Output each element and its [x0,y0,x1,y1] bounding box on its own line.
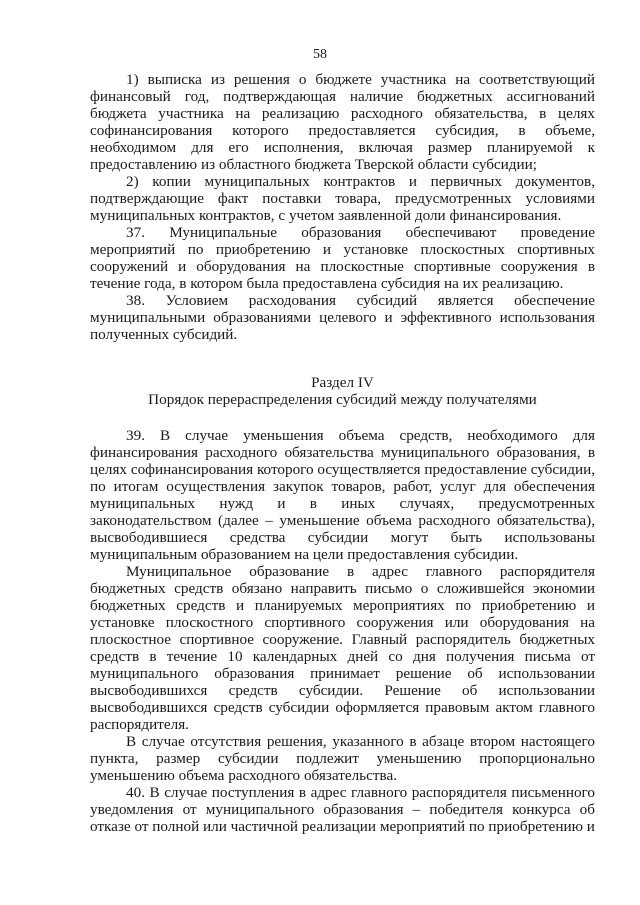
paragraph-38: 38. Условием расходования субсидий является обеспечение муниципальными образованиями целевого и эффективного использования полученных субсидий. [90,292,595,343]
paragraph-40: 40. В случае поступления в адрес главного распорядителя письменного уведомления от муниципального образования – победителя конкурса об отказе от полной или частичной реализации мероприятий по приобретению и [90,784,595,835]
page-number: 58 [313,47,327,62]
section-title: Порядок перераспределения субсидий между получателями [148,391,537,408]
paragraph-2-contract-copies: 2) копии муниципальных контрактов и первичных документов, подтверждающие факт поставки товара, предусмотренных условиями муниципальных контрактов, с учетом заявленной доли финансирования. [90,173,595,224]
paragraph-1-extract: 1) выписка из решения о бюджете участника на соответствующий финансовый год, подтверждающая наличие бюджетных ассигнований бюджета участника на реализацию расходного обязательства, в целях софинансирования которого предоставляется субсидия, в объеме, необходимом для его исполнения, включая размер планируемой к предоставлению из областного бюджета Тверской области субсидии; [90,71,595,173]
paragraph-37: 37. Муниципальные образования обеспечивают проведение мероприятий по приобретению и установке плоскостных спортивных сооружений и оборудования на плоскостные спортивные сооружения в течение года, в котором была предоставлена субсидия на их реализацию. [90,224,595,292]
document-body [90,71,595,835]
paragraph-39: 39. В случае уменьшения объема средств, необходимого для финансирования расходного обязательства муниципального образования, в целях софинансирования которого осуществляется предоставление субсидии, по итогам осуществления закупок товаров, работ, услуг для обеспечения муниципальных нужд и в иных случаях, предусмотренных законодательством (далее – уменьшение объема расходного обязательства), высвободившиеся средства субсидии могут быть использованы муниципальным образованием на цели предоставления субсидии. [90,427,595,563]
paragraph-39-absence: В случае отсутствия решения, указанного в абзаце втором настоящего пункта, размер субсидии подлежит уменьшению пропорционально уменьшению объема расходного обязательства. [90,733,595,784]
section-label: Раздел IV [311,374,374,391]
paragraph-39-notification: Муниципальное образование в адрес главного распорядителя бюджетных средств обязано направить письмо о сложившейся экономии бюджетных средств и планируемых мероприятиях по приобретению и установке плоскостного спортивного сооружения или оборудования на плоскостное спортивное сооружение. Главный распорядитель бюджетных средств в течение 10 календарных дней со дня получения письма от муниципального образования принимает решение об использовании высвободившихся средств субсидии. Решение об использовании высвободившихся средств субсидии оформляется правовым актом главного распорядителя. [90,563,595,733]
